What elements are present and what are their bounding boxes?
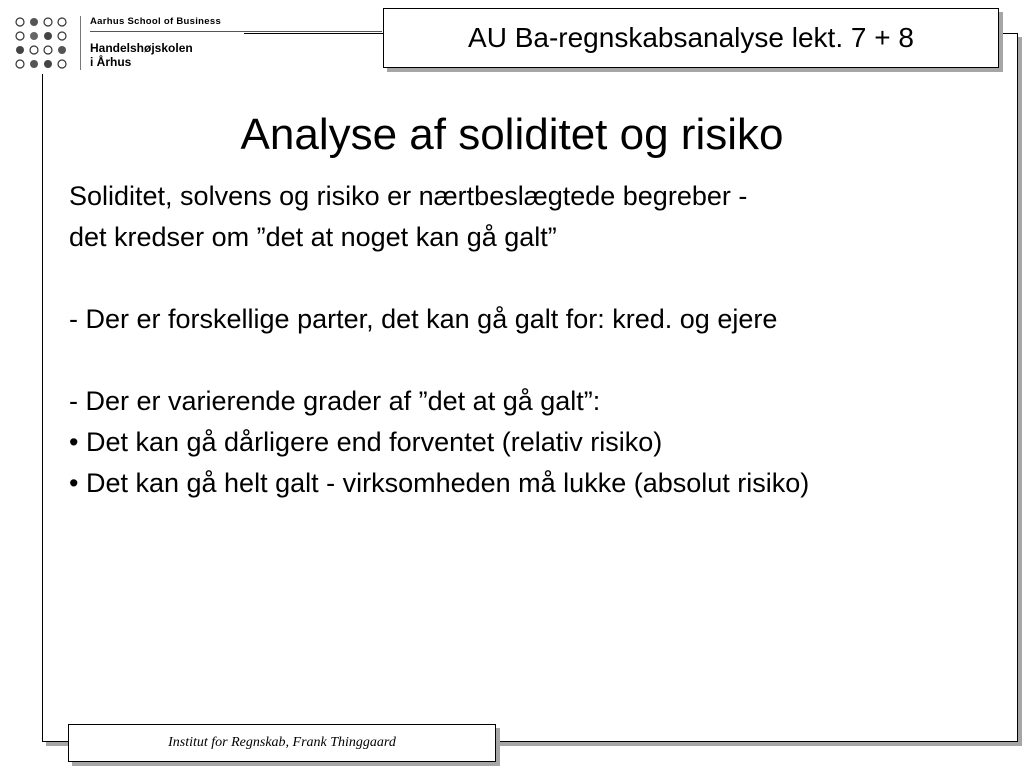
- body-line: Soliditet, solvens og risiko er nærtbeslægtede begreber -: [69, 181, 748, 211]
- body-spacer: [69, 340, 1014, 381]
- school-logo: [14, 14, 244, 74]
- logo-divider: [80, 16, 81, 70]
- school-name-da-line2: i Århus: [90, 55, 132, 69]
- logo-dots-icon: [14, 16, 74, 72]
- school-name-da-line1: Handelshøjskolen: [90, 41, 193, 55]
- header-rule: [90, 31, 382, 32]
- course-title: AU Ba-regnskabsanalyse lekt. 7 + 8: [468, 22, 914, 53]
- school-name-en: Aarhus School of Business: [90, 16, 222, 27]
- body-line: - Der er varierende grader af ”det at gå galt”:: [69, 386, 601, 416]
- body-line: - Der er forskellige parter, det kan gå galt for: kred. og ejere: [69, 304, 778, 334]
- school-name-da: [90, 41, 193, 69]
- bullet-item: • Det kan gå helt galt - virksomheden må lukke (absolut risiko): [69, 468, 810, 498]
- footer-box: [68, 724, 496, 762]
- footer-text: Institut for Regnskab, Frank Thinggaard: [168, 735, 396, 750]
- slide-body: [69, 176, 1014, 504]
- body-line: det kredser om ”det at noget kan gå galt”: [69, 222, 557, 252]
- body-spacer: [69, 258, 1014, 299]
- slide-title: Analyse af soliditet og risiko: [240, 110, 784, 159]
- course-title-box: [383, 8, 999, 68]
- bullet-item: • Det kan gå dårligere end forventet (relativ risiko): [69, 427, 663, 457]
